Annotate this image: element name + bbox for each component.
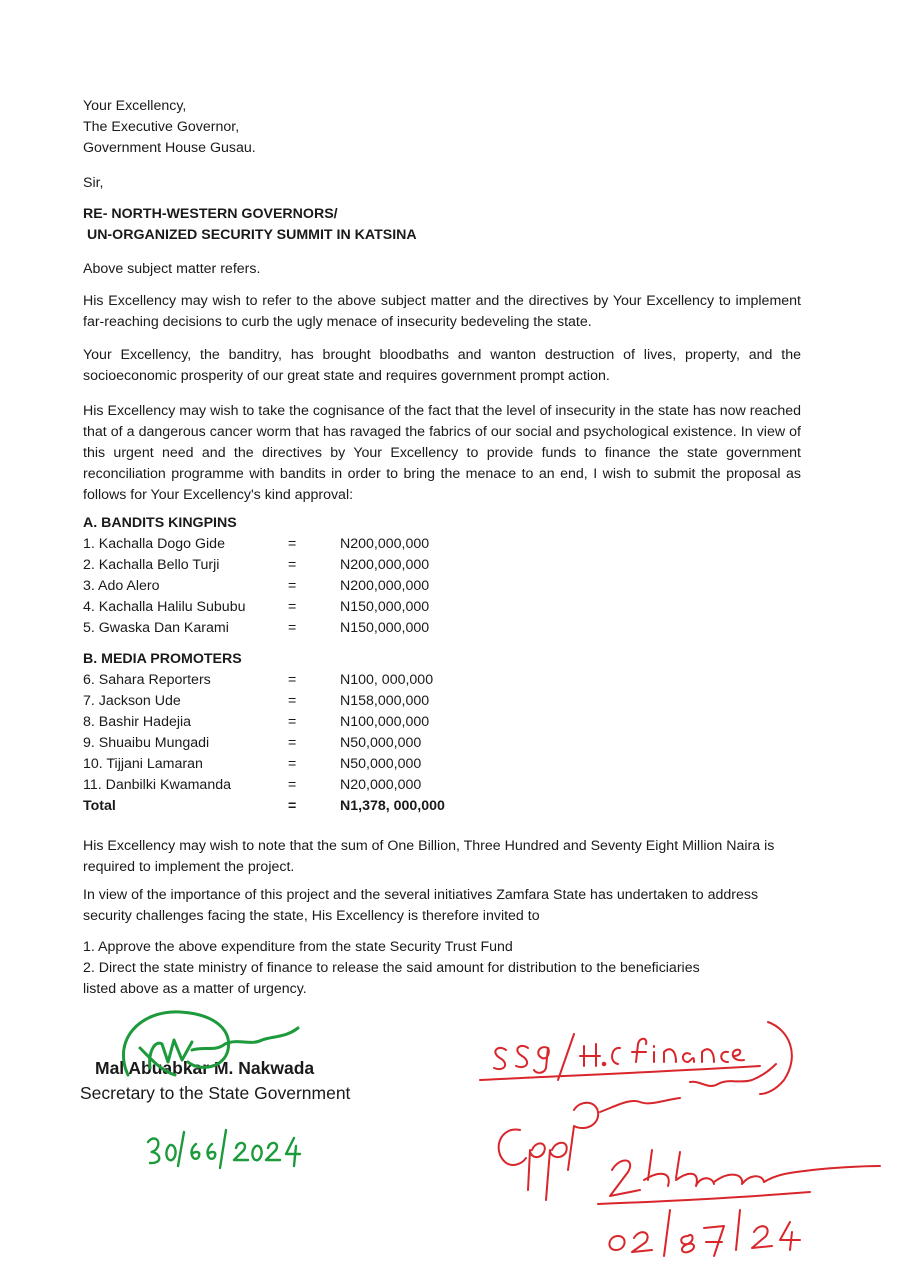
beneficiary-name: 2. Kachalla Bello Turji (83, 557, 220, 573)
amount: N200,000,000 (340, 536, 430, 552)
amount: N100, 000,000 (340, 672, 434, 688)
equals-sign: = (288, 735, 297, 751)
signatory-title: Secretary to the State Government (80, 1083, 351, 1103)
beneficiary-name: 10. Tijjani Lamaran (83, 756, 203, 772)
equals-sign: = (288, 536, 297, 552)
total-label: Total (83, 798, 116, 814)
request-line-2: 2. Direct the state ministry of finance to release the said amount for distribution to the beneficiaries (83, 960, 700, 976)
total-amount: N1,378, 000,000 (340, 798, 445, 814)
beneficiary-name: 5. Gwaska Dan Karami (83, 620, 229, 636)
beneficiary-name: 8. Bashir Hadejia (83, 714, 192, 730)
closing-paragraph-2: In view of the importance of this project and the several initiatives Zamfara State has undertaken to address security challenges facing the state, His Excellency is therefore invited to (83, 887, 759, 924)
red-minute (480, 1022, 792, 1094)
beneficiary-name: 7. Jackson Ude (83, 693, 181, 709)
equals-sign: = (288, 798, 297, 814)
equals-sign: = (288, 599, 297, 615)
beneficiary-name: 6. Sahara Reporters (83, 672, 211, 688)
paragraph-4: His Excellency may wish to take the cognisance of the fact that the level of insecurity in the state has now reached that of a dangerous cancer worm that has ravaged the fabrics of our social and psychological existence. In view of this urgent need and the directives by Your Excellency to provide funds to finance the state government reconciliation programme with bandits in order to bring the menace to an end, I wish to submit the proposal as follows for Your Excellency's kind approval: (83, 403, 801, 503)
subject-line-1: RE- NORTH-WESTERN GOVERNORS/ (83, 206, 338, 222)
amount: N150,000,000 (340, 599, 430, 615)
address-line-1: Your Excellency, (83, 98, 187, 114)
paragraph-2: His Excellency may wish to refer to the above subject matter and the directives by Your Excellency to implement far-reaching decisions to curb the ugly menace of insecurity bedeveling the state. (83, 293, 801, 330)
red-date (609, 1210, 800, 1256)
request-line-3: listed above as a matter of urgency. (83, 981, 307, 997)
beneficiary-name: 11. Danbilki Kwamanda (83, 777, 231, 793)
paragraph-3: Your Excellency, the banditry, has brought bloodbaths and wanton destruction of lives, property, and the socioeconomic prosperity of our great state and requires government prompt action. (83, 347, 801, 384)
beneficiary-name: 4. Kachalla Halilu Sububu (83, 599, 246, 615)
paragraph-1: Above subject matter refers. (83, 261, 261, 277)
amount: N20,000,000 (340, 777, 422, 793)
closing-paragraph-1: His Excellency may wish to note that the sum of One Billion, Three Hundred and Seventy Eight Million Naira is required to implement the project. (83, 838, 775, 875)
equals-sign: = (288, 620, 297, 636)
signatory-name: Mal Abuabkar M. Nakwada (95, 1058, 315, 1078)
request-line-1: 1. Approve the above expenditure from the state Security Trust Fund (83, 939, 513, 955)
equals-sign: = (288, 693, 297, 709)
equals-sign: = (288, 578, 297, 594)
red-approval-signature (499, 1064, 880, 1204)
equals-sign: = (288, 714, 297, 730)
green-date (148, 1130, 300, 1168)
equals-sign: = (288, 557, 297, 573)
beneficiary-name: 3. Ado Alero (83, 578, 160, 594)
address-line-2: The Executive Governor, (83, 119, 240, 135)
beneficiary-name: 1. Kachalla Dogo Gide (83, 536, 225, 552)
section-a-heading: A. BANDITS KINGPINS (83, 515, 237, 531)
amount: N200,000,000 (340, 578, 430, 594)
subject-line-2: UN-ORGANIZED SECURITY SUMMIT IN KATSINA (83, 227, 417, 243)
amount: N158,000,000 (340, 693, 430, 709)
section-b-heading: B. MEDIA PROMOTERS (83, 651, 242, 667)
salutation: Sir, (83, 175, 104, 191)
green-signature (123, 1012, 298, 1075)
equals-sign: = (288, 777, 297, 793)
amount: N100,000,000 (340, 714, 430, 730)
amount: N150,000,000 (340, 620, 430, 636)
amount: N50,000,000 (340, 735, 422, 751)
equals-sign: = (288, 756, 297, 772)
amount: N200,000,000 (340, 557, 430, 573)
beneficiary-name: 9. Shuaibu Mungadi (83, 735, 210, 751)
equals-sign: = (288, 672, 297, 688)
amount: N50,000,000 (340, 756, 422, 772)
address-line-3: Government House Gusau. (83, 140, 256, 156)
